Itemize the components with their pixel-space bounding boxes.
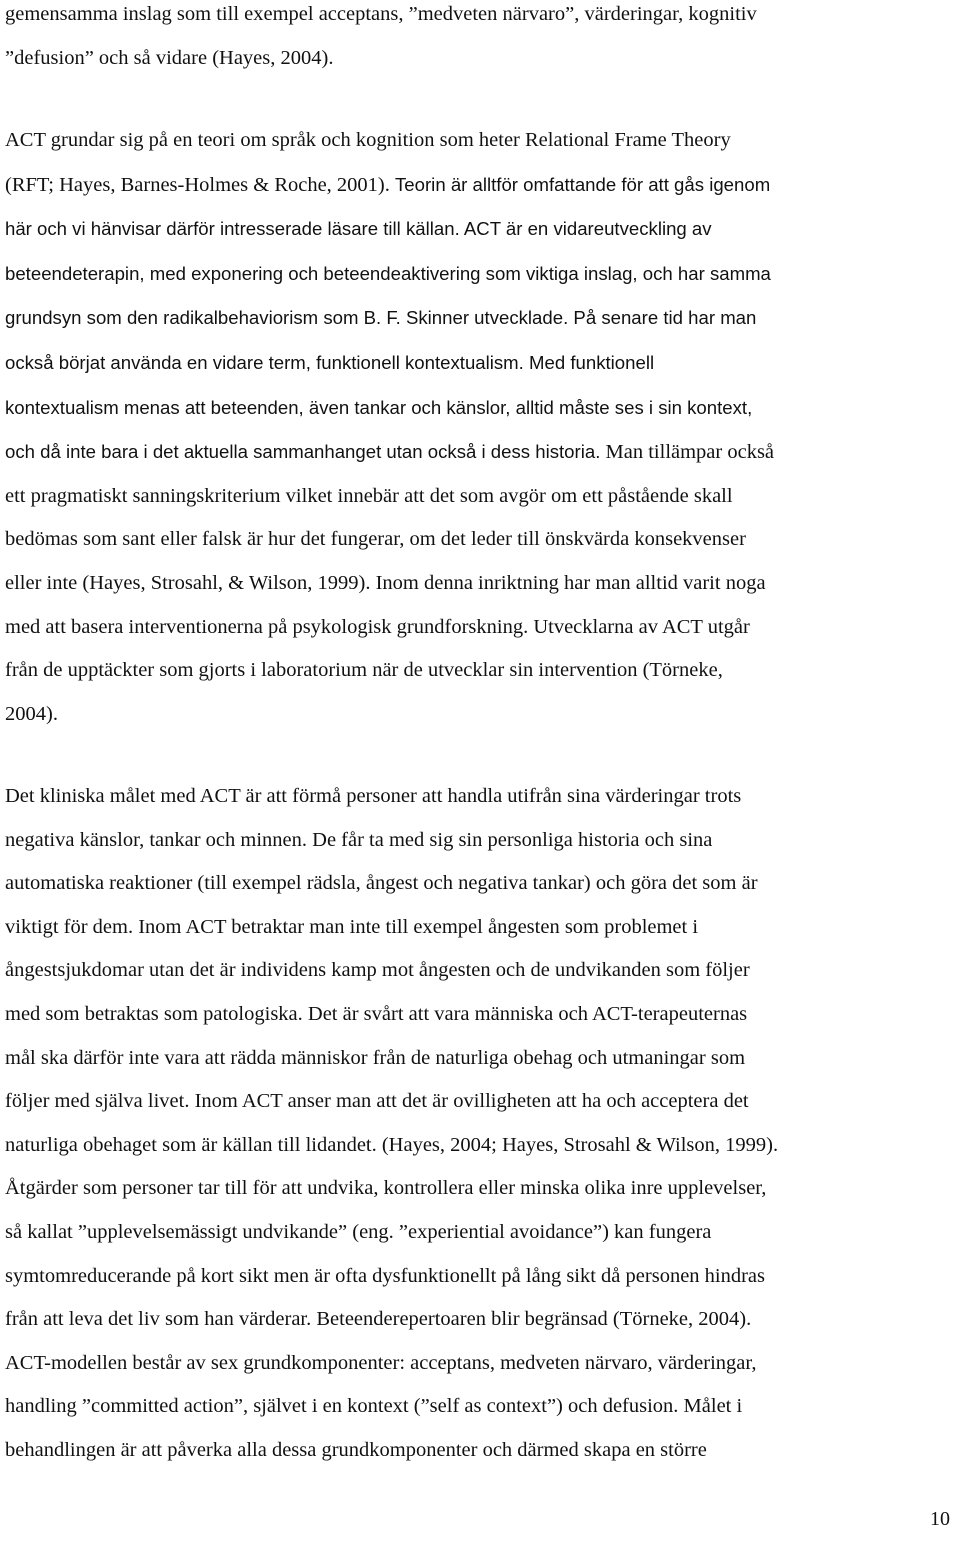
text-segment: från de upptäckter som gjorts i laboratorium när de utvecklar sin intervention (Törneke, [5, 659, 723, 682]
text-line [5, 1255, 957, 1299]
text-segment: Det kliniska målet med ACT är att förmå personer att handla utifrån sina värderingar trots [5, 785, 742, 807]
text-segment: Åtgärder som personer tar till för att undvika, kontrollera eller minska olika inre upplevelser, [5, 1177, 767, 1200]
text-segment: ett pragmatiskt sanningskriterium vilket innebär att det som avgör om ett påstående skall [5, 484, 733, 507]
page-number: 10 [930, 1508, 950, 1530]
text-line [5, 518, 957, 562]
text-segment: Med funktionell [529, 351, 655, 373]
text-segment: behandlingen är att påverka alla dessa grundkomponenter och därmed skapa en större [5, 1438, 707, 1461]
text-segment: ”defusion” och så vidare (Hayes, 2004). [5, 46, 334, 69]
text-line [5, 0, 957, 37]
text-line [5, 207, 957, 252]
text-segment: bedömas som sant eller falsk är hur det fungerar, om det leder till önskvärda konsekvenser [5, 528, 746, 551]
text-segment: med som betraktas som patologiska. Det är svårt att vara människa och ACT-terapeuternas [5, 1002, 748, 1025]
text-line [5, 693, 957, 737]
text-segment: automatiska reaktioner (till exempel rädsla, ångest och negativa tankar) och göra det som är [5, 872, 758, 895]
paragraph-intro-continuation [5, 0, 957, 80]
text-segment: (RFT; Hayes, Barnes-Holmes & Roche, 2001). [5, 173, 396, 196]
text-segment: viktigt för dem. Inom ACT betraktar man inte till exempel ångesten som problemet i [5, 915, 699, 938]
text-line [5, 386, 957, 431]
text-line [5, 606, 957, 650]
text-line [5, 1167, 957, 1211]
text-segment: symtomreducerande på kort sikt men är ofta dysfunktionellt på lång sikt då personen hindras [5, 1264, 766, 1287]
text-line [5, 906, 957, 950]
text-line [5, 1429, 957, 1473]
text-line [5, 341, 957, 386]
text-segment: handling ”committed action”, självet i en kontext (”self as context”) och defusion. Målet i [5, 1395, 743, 1418]
text-line [5, 562, 957, 606]
text-segment: här och vi hänvisar därför intresserade läsare till källan. [5, 218, 464, 240]
text-segment: ACT är en vidareutveckling av [463, 218, 712, 240]
text-line [5, 430, 957, 475]
paragraph-act-theory [5, 119, 957, 736]
text-segment: 2004). [5, 702, 58, 725]
text-segment: ACT grundar sig på en teori om språk och kognition som heter Relational Frame Theory [5, 129, 731, 151]
text-line [5, 119, 957, 163]
text-line [5, 1342, 957, 1386]
text-segment: På senare tid har man [573, 307, 757, 329]
text-line [5, 252, 957, 297]
text-segment: så kallat ”upplevelsemässigt undvikande” (eng. ”experiential avoidance”) kan fungera [5, 1220, 712, 1243]
paragraph-clinical-goal [5, 775, 957, 1473]
text-segment: ångestsjukdomar utan det är individens kamp mot ångesten och de undvikanden som följer [5, 959, 750, 982]
text-segment: Man tillämpar också [605, 441, 775, 464]
text-line [5, 649, 957, 693]
text-segment: med att basera interventionerna på psykologisk grundforskning. Utvecklarna av ACT utgår [5, 615, 750, 638]
text-line [5, 1211, 957, 1255]
text-segment: från att leva det liv som han värderar. Beteenderepertoaren blir begränsad (Törneke, 2004). [5, 1308, 752, 1331]
text-segment: grundsyn som den radikalbehaviorism som B. F. Skinner utvecklade. [5, 307, 574, 329]
text-segment: och då inte bara i det aktuella sammanhanget utan också i dess historia. [5, 441, 606, 463]
text-line [5, 949, 957, 993]
text-segment: ACT-modellen består av sex grundkomponenter: acceptans, medveten närvaro, värderingar, [5, 1351, 757, 1374]
text-line [5, 1298, 957, 1342]
text-line [5, 775, 957, 819]
text-segment: kontextualism menas att beteenden, även tankar och känslor, alltid måste ses i sin kontext, [5, 396, 753, 418]
text-segment: också börjat använda en vidare term, funktionell kontextualism. [5, 351, 530, 373]
text-segment: naturliga obehaget som är källan till lidandet. (Hayes, 2004; Hayes, Strosahl & Wilson, 1999). [5, 1133, 779, 1156]
text-segment: följer med själva livet. Inom ACT anser man att det är ovilligheten att ha och acceptera det [5, 1090, 749, 1113]
text-line [5, 993, 957, 1037]
text-line [5, 1037, 957, 1081]
text-segment: eller inte (Hayes, Strosahl, & Wilson, 1999). Inom denna inriktning har man alltid varit noga [5, 571, 766, 594]
text-segment: Teorin är alltför omfattande för att gås igenom [395, 173, 771, 195]
text-line [5, 37, 957, 81]
text-line [5, 1124, 957, 1168]
text-line [5, 1385, 957, 1429]
text-line [5, 163, 957, 208]
text-line [5, 296, 957, 341]
text-segment: gemensamma inslag som till exempel acceptans, ”medveten närvaro”, värderingar, kognitiv [5, 3, 757, 25]
text-segment: beteendeterapin, med exponering och beteendeaktivering som viktiga inslag, och har samma [5, 262, 771, 284]
text-line [5, 475, 957, 519]
text-line [5, 1080, 957, 1124]
text-line [5, 862, 957, 906]
text-line [5, 819, 957, 863]
text-segment: negativa känslor, tankar och minnen. De får ta med sig sin personliga historia och sina [5, 828, 713, 851]
text-segment: mål ska därför inte vara att rädda människor från de naturliga obehag och utmaningar som [5, 1046, 746, 1069]
